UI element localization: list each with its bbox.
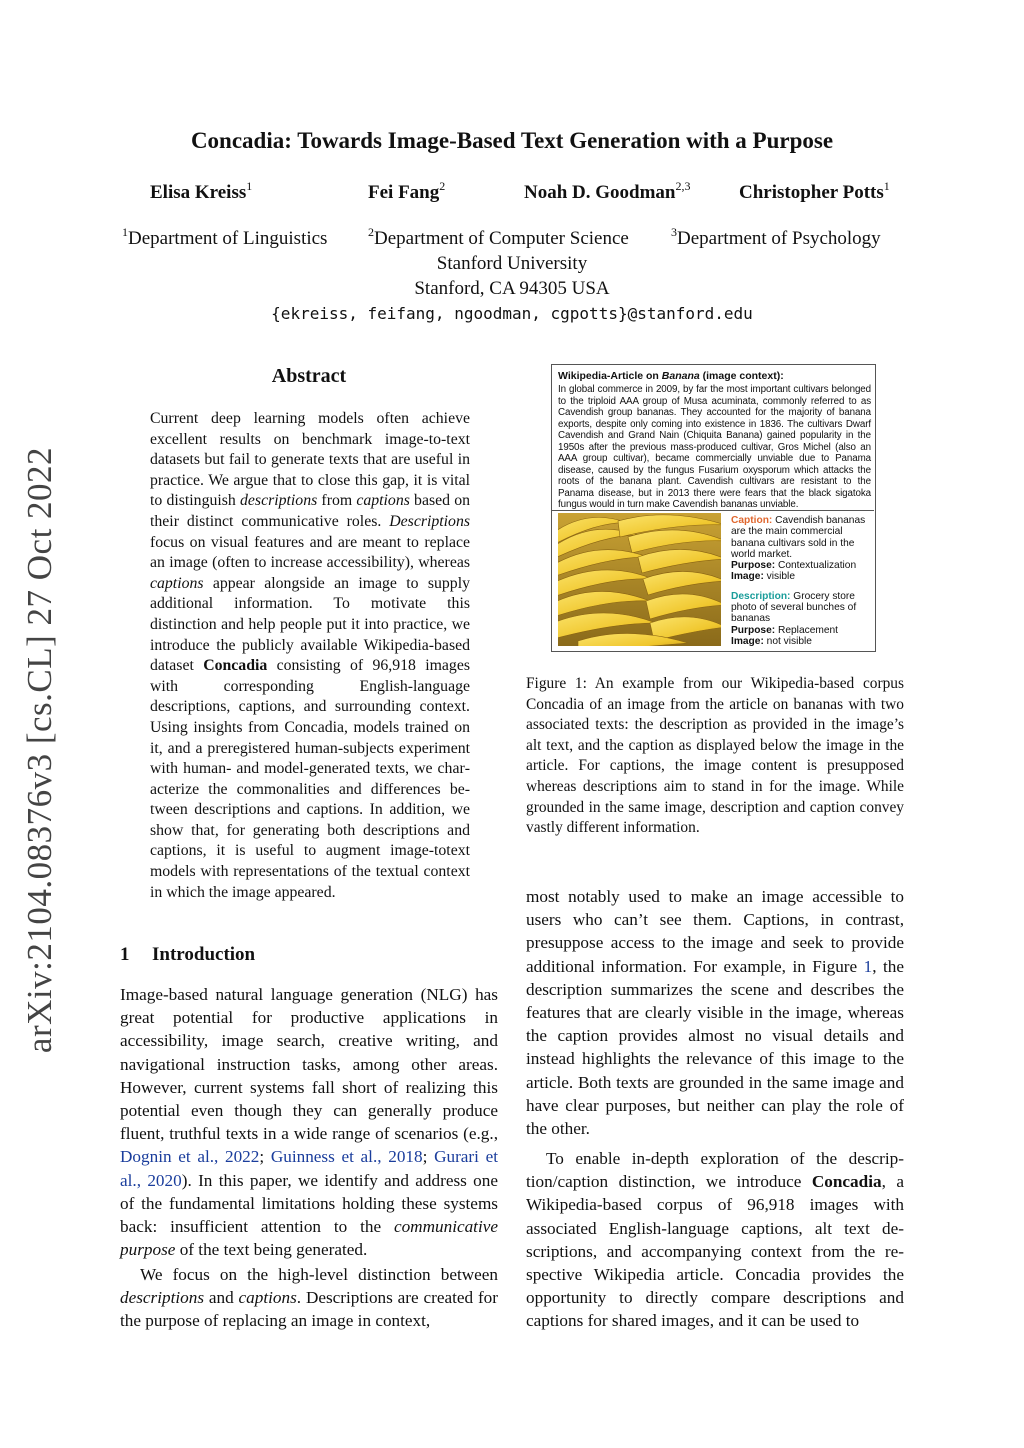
body-paragraph-right-2: To enable in-depth exploration of the description/caption distinction, we introduce Concadia, a Wikipedia-based corpus of 96,918 images with associated English-language captions, alt text descriptions, and accompanying context from the respective Wikipedia article. Concadia provides the opportunity to directly compare descriptions and captions for shared images, and it can be used to: [526, 1149, 904, 1331]
body-paragraph-right-1: most notably used to make an image accessible to users who can’t see them. Captions, in contrast, presuppose access to the image and seek to provide additional information. For example, in Figure 1, the description summarizes the scene and describes the features that are clearly visible in the image, whereas the caption provides almost no visual details and instead highlights the relevance of this image to the article. Both texts are grounded in the same image and have clear purposes, but neither can play the role of the other.: [526, 887, 904, 1139]
author-kreiss: Elisa Kreiss$^1$: [150, 179, 253, 203]
abstract-text: Current deep learning models often achieve excellent results on benchmark image-to-text datasets but fail to generate texts that are useful in practice. We argue that to close this gap, it is vital to distinguish descriptions from captions based on their distinct communicative roles. Descriptions focus on visual features and are meant to replace an image (often to increase accessibility), whereas captions appear alongside an image to supply additional information. To motivate this distinction and help people put it into practice, we introduce the publicly available Wikipedia-based dataset Concadia consisting of 96,918 images with corresponding English-language descriptions, captions, and surrounding context. Using insights from Concadia, models trained on it, and a preregistered human-subjects experiment with human- and model-generated texts, we characterize the commonalities and differences between descriptions and captions. In addition, we show that, for generating both descriptions and captions, it is useful to augment image-totext models with representations of the textual context in which the image appeared.: [150, 410, 471, 901]
figure-1: [551, 364, 876, 652]
intro-paragraph-1: Image-based natural language generation (NLG) has great potential for productive applications in accessibility, image search, creative writing, and navigational instruction tasks, among other areas. However, current systems fall short of realizing this potential even though they can generally produce fluent, truthful texts in a wide range of scenarios (e.g., Dognin et al., 2022; Guinness et al., 2018; Gurari et al., 2020). In this paper, we identify and address one of the fundamental limitations holding these systems back: insufficient attention to the communicative purpose of the text being generated.: [120, 985, 498, 1260]
figure-context-heading: Wikipedia-Article on Banana (image context):: [558, 370, 784, 382]
figure-reference[interactable]: 1: [863, 956, 873, 976]
figure-1-caption: Figure 1: An example from our Wikipedia-based corpus Concadia of an image from the article on bananas with two associated texts: the description as provided in the image’s alt text, and the caption as displayed below the image in the article. For captions, the image content is presupposed whereas descriptions aim to stand in for the image. While grounded in the same image, description and caption convey vastly different information.: [526, 675, 904, 837]
citation-dognin[interactable]: Dognin et al., 2022: [120, 1147, 260, 1167]
dept-computer-science: $^2$Department of Computer Science: [368, 225, 629, 249]
caption-purpose: Purpose: Contextualization: [731, 560, 857, 572]
paper-title: Concadia: Towards Image-Based Text Generation with a Purpose: [190, 128, 834, 153]
figure-context-text: In global commerce in 2009, by far the most important cultivars belonged to the triploid AAA group of Musa acuminata, commonly referred to as Cavendish group bananas. They accounted for the majority of banana exports, despite only coming into existence in 1836. The cultivars Dwarf Cavendish and Grand Nain (Chiquita Banana) gained popularity in the 1950s after the previous mass-produced cultivar, Gros Michel (also an AAA group cultivar), became commercially unviable due to Panama disease, caused by the fungus Fusarium oxysporum which attacks the roots of the banana plant. Cavendish cultivars are resistant to the Panama disease, but in 2013 there were fears that the black sigatoka fungus would in turn make Cavendish bananas unviable.: [558, 384, 871, 510]
dept-psychology: $^3$Department of Psychology: [671, 225, 881, 249]
email: {ekreiss, feifang, ngoodman, cgpotts}@stanford.edu: [271, 304, 753, 323]
address: Stanford, CA 94305 USA: [414, 278, 610, 299]
description-image: Image: not visible: [731, 635, 812, 647]
caption-image: Image: visible: [731, 571, 795, 583]
author-potts: Christopher Potts$^1$: [739, 179, 890, 203]
university: Stanford University: [436, 253, 588, 274]
banana-photo: [558, 513, 721, 646]
abstract-heading: Abstract: [271, 365, 347, 387]
figure-divider: [552, 510, 874, 511]
author-goodman: Noah D. Goodman$^{2,3}$: [524, 179, 691, 203]
dept-linguistics: $^1$Department of Linguistics: [122, 225, 328, 249]
description-purpose: Purpose: Replacement: [731, 624, 839, 636]
section-heading-introduction: 1 Introduction: [120, 944, 256, 965]
description-block: Description: Grocery store photo of several bunches of bananas: [731, 590, 857, 625]
citation-gurari[interactable]: Gurari et al., 2020: [120, 1147, 498, 1190]
intro-paragraph-2: We focus on the high-level distinction between descriptions and captions. Descriptions are created for the purpose of replacing an image in context,: [120, 1265, 498, 1331]
caption-block: Caption: Cavendish bananas are the main commercial banana cultivars sold in the world market.: [731, 515, 866, 560]
figure-labels: [731, 515, 873, 647]
arxiv-identifier: arXiv:2104.08376v3 [cs.CL] 27 Oct 2022: [20, 446, 59, 1054]
citation-guinness[interactable]: Guinness et al., 2018: [270, 1147, 423, 1167]
author-fang: Fei Fang$^2$: [368, 179, 446, 203]
